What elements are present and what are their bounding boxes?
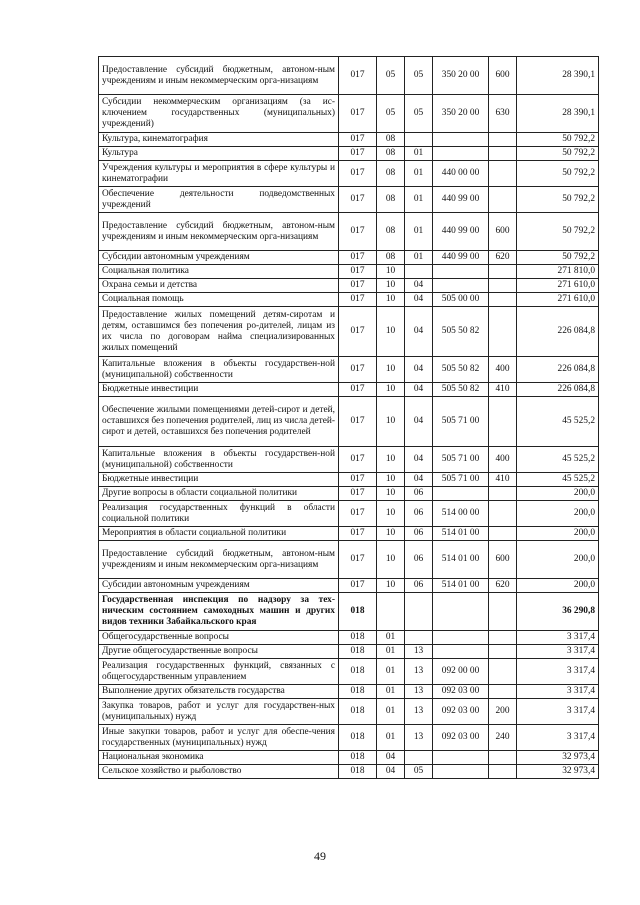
cell-pr: 13 bbox=[405, 645, 433, 659]
cell-name: Закупка товаров, работ и услуг для государствен-ных (муниципальных) нужд bbox=[99, 699, 339, 725]
cell-rz: 08 bbox=[377, 147, 405, 161]
cell-rz: 10 bbox=[377, 527, 405, 541]
cell-pr: 04 bbox=[405, 357, 433, 383]
cell-rz: 08 bbox=[377, 187, 405, 213]
cell-name: Капитальные вложения в объекты государствен-ной (муниципальной) собственности bbox=[99, 447, 339, 473]
cell-vr bbox=[489, 279, 517, 293]
cell-name: Общегосударственные вопросы bbox=[99, 631, 339, 645]
cell-name: Социальная помощь bbox=[99, 293, 339, 307]
table-row bbox=[99, 447, 599, 473]
cell-vr bbox=[489, 307, 517, 357]
cell-name: Субсидии автономным учреждениям bbox=[99, 251, 339, 265]
cell-sum: 200,0 bbox=[517, 541, 599, 579]
cell-ved: 017 bbox=[339, 501, 377, 527]
cell-pr: 06 bbox=[405, 527, 433, 541]
cell-name: Предоставление жилых помещений детям-сиротам и детям, оставшимся без попечения ро-дителей, лицам из их числа по договорам найма специализированных жилых помещений bbox=[99, 307, 339, 357]
cell-sum: 45 525,2 bbox=[517, 397, 599, 447]
cell-ved: 018 bbox=[339, 751, 377, 765]
cell-name: Реализация государственных функций, связанных с общегосударственным управлением bbox=[99, 659, 339, 685]
cell-vr bbox=[489, 133, 517, 147]
cell-sum: 50 792,2 bbox=[517, 133, 599, 147]
cell-sum: 32 973,4 bbox=[517, 765, 599, 779]
cell-rz: 08 bbox=[377, 133, 405, 147]
table-row bbox=[99, 527, 599, 541]
cell-csr bbox=[433, 765, 489, 779]
cell-sum: 200,0 bbox=[517, 487, 599, 501]
cell-sum: 200,0 bbox=[517, 579, 599, 593]
table-row bbox=[99, 487, 599, 501]
table-row bbox=[99, 685, 599, 699]
cell-sum: 3 317,4 bbox=[517, 645, 599, 659]
cell-ved: 017 bbox=[339, 147, 377, 161]
cell-ved: 017 bbox=[339, 307, 377, 357]
cell-pr: 04 bbox=[405, 473, 433, 487]
cell-vr: 410 bbox=[489, 473, 517, 487]
cell-vr bbox=[489, 765, 517, 779]
cell-rz: 10 bbox=[377, 307, 405, 357]
cell-name: Культура, кинематография bbox=[99, 133, 339, 147]
cell-ved: 018 bbox=[339, 685, 377, 699]
cell-sum: 50 792,2 bbox=[517, 147, 599, 161]
cell-vr: 630 bbox=[489, 95, 517, 133]
cell-vr: 400 bbox=[489, 447, 517, 473]
cell-name: Национальная экономика bbox=[99, 751, 339, 765]
cell-name: Другие общегосударственные вопросы bbox=[99, 645, 339, 659]
table-row bbox=[99, 265, 599, 279]
cell-vr bbox=[489, 751, 517, 765]
cell-csr: 440 99 00 bbox=[433, 213, 489, 251]
cell-name: Бюджетные инвестиции bbox=[99, 473, 339, 487]
table-row bbox=[99, 501, 599, 527]
cell-pr: 13 bbox=[405, 685, 433, 699]
cell-sum: 3 317,4 bbox=[517, 631, 599, 645]
cell-pr: 06 bbox=[405, 501, 433, 527]
cell-csr: 505 50 82 bbox=[433, 383, 489, 397]
cell-pr: 05 bbox=[405, 95, 433, 133]
cell-ved: 017 bbox=[339, 541, 377, 579]
cell-ved: 017 bbox=[339, 95, 377, 133]
cell-ved: 017 bbox=[339, 57, 377, 95]
cell-sum: 50 792,2 bbox=[517, 213, 599, 251]
cell-sum: 45 525,2 bbox=[517, 447, 599, 473]
table-row bbox=[99, 187, 599, 213]
cell-rz: 10 bbox=[377, 579, 405, 593]
cell-ved: 017 bbox=[339, 251, 377, 265]
cell-csr: 514 01 00 bbox=[433, 527, 489, 541]
cell-csr bbox=[433, 133, 489, 147]
cell-rz: 10 bbox=[377, 473, 405, 487]
cell-pr: 04 bbox=[405, 279, 433, 293]
table-row bbox=[99, 357, 599, 383]
cell-name: Обеспечение жилыми помещениями детей-сирот и детей, оставшихся без попечения родителей, лиц из числа детей-сирот и детей, оставшихся без попечения родителей bbox=[99, 397, 339, 447]
cell-name: Социальная политика bbox=[99, 265, 339, 279]
cell-vr: 600 bbox=[489, 213, 517, 251]
cell-csr: 092 00 00 bbox=[433, 659, 489, 685]
cell-csr bbox=[433, 631, 489, 645]
cell-name: Охрана семьи и детства bbox=[99, 279, 339, 293]
cell-ved: 017 bbox=[339, 473, 377, 487]
cell-sum: 32 973,4 bbox=[517, 751, 599, 765]
cell-vr bbox=[489, 293, 517, 307]
cell-pr bbox=[405, 593, 433, 631]
cell-csr: 505 71 00 bbox=[433, 397, 489, 447]
cell-vr bbox=[489, 397, 517, 447]
table-row bbox=[99, 765, 599, 779]
cell-pr: 05 bbox=[405, 57, 433, 95]
cell-vr bbox=[489, 685, 517, 699]
cell-csr: 505 00 00 bbox=[433, 293, 489, 307]
cell-name: Другие вопросы в области социальной политики bbox=[99, 487, 339, 501]
cell-vr: 400 bbox=[489, 357, 517, 383]
cell-sum: 50 792,2 bbox=[517, 251, 599, 265]
table-row bbox=[99, 659, 599, 685]
cell-rz: 10 bbox=[377, 501, 405, 527]
cell-pr: 06 bbox=[405, 487, 433, 501]
cell-csr: 514 01 00 bbox=[433, 579, 489, 593]
cell-vr bbox=[489, 593, 517, 631]
table-row bbox=[99, 725, 599, 751]
cell-pr bbox=[405, 631, 433, 645]
cell-vr: 200 bbox=[489, 699, 517, 725]
cell-pr: 01 bbox=[405, 147, 433, 161]
cell-pr bbox=[405, 751, 433, 765]
cell-pr: 05 bbox=[405, 765, 433, 779]
cell-pr bbox=[405, 265, 433, 279]
cell-ved: 017 bbox=[339, 187, 377, 213]
cell-sum: 3 317,4 bbox=[517, 699, 599, 725]
cell-sum: 271 610,0 bbox=[517, 293, 599, 307]
table-row bbox=[99, 133, 599, 147]
cell-vr: 620 bbox=[489, 251, 517, 265]
cell-pr: 04 bbox=[405, 293, 433, 307]
cell-pr: 01 bbox=[405, 251, 433, 265]
cell-ved: 018 bbox=[339, 725, 377, 751]
cell-pr: 01 bbox=[405, 161, 433, 187]
cell-vr bbox=[489, 631, 517, 645]
cell-ved: 018 bbox=[339, 659, 377, 685]
cell-rz: 10 bbox=[377, 265, 405, 279]
cell-pr: 13 bbox=[405, 725, 433, 751]
cell-name: Иные закупки товаров, работ и услуг для обеспе-чения государственных (муниципальных) нужд bbox=[99, 725, 339, 751]
cell-pr: 04 bbox=[405, 397, 433, 447]
cell-ved: 017 bbox=[339, 383, 377, 397]
cell-vr bbox=[489, 527, 517, 541]
cell-ved: 017 bbox=[339, 213, 377, 251]
cell-csr: 505 50 82 bbox=[433, 307, 489, 357]
cell-sum: 271 610,0 bbox=[517, 279, 599, 293]
cell-rz: 04 bbox=[377, 765, 405, 779]
table-row bbox=[99, 95, 599, 133]
cell-ved: 017 bbox=[339, 527, 377, 541]
cell-pr: 01 bbox=[405, 213, 433, 251]
cell-vr bbox=[489, 187, 517, 213]
cell-sum: 200,0 bbox=[517, 527, 599, 541]
cell-vr bbox=[489, 645, 517, 659]
cell-csr bbox=[433, 147, 489, 161]
table-row bbox=[99, 593, 599, 631]
cell-csr bbox=[433, 487, 489, 501]
cell-ved: 017 bbox=[339, 265, 377, 279]
cell-ved: 018 bbox=[339, 593, 377, 631]
table-row bbox=[99, 161, 599, 187]
cell-ved: 018 bbox=[339, 631, 377, 645]
cell-sum: 3 317,4 bbox=[517, 685, 599, 699]
cell-name: Учреждения культуры и мероприятия в сфере культуры и кинематографии bbox=[99, 161, 339, 187]
cell-sum: 36 290,8 bbox=[517, 593, 599, 631]
table-row bbox=[99, 541, 599, 579]
table-row bbox=[99, 279, 599, 293]
cell-vr: 600 bbox=[489, 541, 517, 579]
cell-ved: 017 bbox=[339, 279, 377, 293]
cell-csr bbox=[433, 265, 489, 279]
cell-rz: 10 bbox=[377, 357, 405, 383]
cell-ved: 017 bbox=[339, 487, 377, 501]
cell-csr: 092 03 00 bbox=[433, 699, 489, 725]
cell-sum: 45 525,2 bbox=[517, 473, 599, 487]
cell-sum: 28 390,1 bbox=[517, 57, 599, 95]
cell-name: Предоставление субсидий бюджетным, автоном-ным учреждениям и иным некоммерческим орга-низациям bbox=[99, 541, 339, 579]
table-row bbox=[99, 251, 599, 265]
cell-csr bbox=[433, 279, 489, 293]
cell-name: Обеспечение деятельности подведомственных учреждений bbox=[99, 187, 339, 213]
cell-vr bbox=[489, 659, 517, 685]
cell-pr: 06 bbox=[405, 579, 433, 593]
cell-pr: 01 bbox=[405, 187, 433, 213]
cell-pr: 04 bbox=[405, 447, 433, 473]
table-row bbox=[99, 293, 599, 307]
table-row bbox=[99, 213, 599, 251]
cell-pr: 04 bbox=[405, 307, 433, 357]
cell-rz: 01 bbox=[377, 725, 405, 751]
cell-pr: 13 bbox=[405, 699, 433, 725]
cell-sum: 50 792,2 bbox=[517, 161, 599, 187]
cell-csr: 505 71 00 bbox=[433, 447, 489, 473]
cell-sum: 200,0 bbox=[517, 501, 599, 527]
cell-rz: 04 bbox=[377, 751, 405, 765]
cell-vr: 620 bbox=[489, 579, 517, 593]
cell-ved: 017 bbox=[339, 579, 377, 593]
cell-ved: 017 bbox=[339, 447, 377, 473]
cell-vr bbox=[489, 161, 517, 187]
cell-ved: 018 bbox=[339, 699, 377, 725]
cell-rz: 08 bbox=[377, 251, 405, 265]
cell-rz: 05 bbox=[377, 57, 405, 95]
cell-vr bbox=[489, 487, 517, 501]
cell-rz: 01 bbox=[377, 685, 405, 699]
table-row bbox=[99, 383, 599, 397]
table-row bbox=[99, 579, 599, 593]
cell-vr bbox=[489, 501, 517, 527]
cell-sum: 226 084,8 bbox=[517, 383, 599, 397]
cell-name: Предоставление субсидий бюджетным, автоном-ным учреждениям и иным некоммерческим орга-низациям bbox=[99, 57, 339, 95]
cell-pr bbox=[405, 133, 433, 147]
cell-ved: 017 bbox=[339, 133, 377, 147]
cell-pr: 13 bbox=[405, 659, 433, 685]
cell-name: Капитальные вложения в объекты государствен-ной (муниципальной) собственности bbox=[99, 357, 339, 383]
cell-rz: 05 bbox=[377, 95, 405, 133]
cell-sum: 3 317,4 bbox=[517, 659, 599, 685]
cell-rz: 10 bbox=[377, 279, 405, 293]
cell-csr: 440 99 00 bbox=[433, 187, 489, 213]
cell-ved: 017 bbox=[339, 357, 377, 383]
cell-rz: 08 bbox=[377, 213, 405, 251]
cell-sum: 28 390,1 bbox=[517, 95, 599, 133]
table-row bbox=[99, 57, 599, 95]
cell-vr: 410 bbox=[489, 383, 517, 397]
cell-rz: 10 bbox=[377, 397, 405, 447]
cell-csr: 440 00 00 bbox=[433, 161, 489, 187]
table-row bbox=[99, 307, 599, 357]
table-row bbox=[99, 631, 599, 645]
cell-csr: 092 03 00 bbox=[433, 725, 489, 751]
cell-name: Мероприятия в области социальной политики bbox=[99, 527, 339, 541]
cell-csr bbox=[433, 593, 489, 631]
cell-csr: 092 03 00 bbox=[433, 685, 489, 699]
cell-sum: 226 084,8 bbox=[517, 307, 599, 357]
cell-name: Реализация государственных функций в области социальной политики bbox=[99, 501, 339, 527]
cell-sum: 50 792,2 bbox=[517, 187, 599, 213]
cell-csr: 514 00 00 bbox=[433, 501, 489, 527]
cell-csr: 514 01 00 bbox=[433, 541, 489, 579]
cell-pr: 04 bbox=[405, 383, 433, 397]
cell-name: Субсидии некоммерческим организациям (за ис-ключением государственных (муниципальных) учреждений) bbox=[99, 95, 339, 133]
cell-vr bbox=[489, 265, 517, 279]
cell-sum: 3 317,4 bbox=[517, 725, 599, 751]
cell-rz: 10 bbox=[377, 293, 405, 307]
cell-rz: 08 bbox=[377, 161, 405, 187]
table-row bbox=[99, 473, 599, 487]
cell-name: Государственная инспекция по надзору за тех-ническим состоянием самоходных машин и других видов техники Забайкальского края bbox=[99, 593, 339, 631]
cell-csr: 505 71 00 bbox=[433, 473, 489, 487]
cell-name: Бюджетные инвестиции bbox=[99, 383, 339, 397]
cell-rz: 01 bbox=[377, 631, 405, 645]
table-row bbox=[99, 699, 599, 725]
budget-table bbox=[98, 56, 599, 779]
page-number: 49 bbox=[314, 849, 326, 863]
cell-ved: 018 bbox=[339, 645, 377, 659]
cell-name: Культура bbox=[99, 147, 339, 161]
cell-vr bbox=[489, 147, 517, 161]
budget-table-body bbox=[99, 57, 599, 779]
table-row bbox=[99, 397, 599, 447]
table-row bbox=[99, 751, 599, 765]
cell-rz: 10 bbox=[377, 487, 405, 501]
table-row bbox=[99, 645, 599, 659]
cell-pr: 06 bbox=[405, 541, 433, 579]
cell-sum: 226 084,8 bbox=[517, 357, 599, 383]
cell-rz: 01 bbox=[377, 699, 405, 725]
cell-rz: 10 bbox=[377, 541, 405, 579]
table-row bbox=[99, 147, 599, 161]
cell-ved: 017 bbox=[339, 397, 377, 447]
cell-vr: 600 bbox=[489, 57, 517, 95]
cell-sum: 271 810,0 bbox=[517, 265, 599, 279]
cell-vr: 240 bbox=[489, 725, 517, 751]
cell-name: Сельское хозяйство и рыболовство bbox=[99, 765, 339, 779]
cell-csr: 350 20 00 bbox=[433, 95, 489, 133]
cell-csr: 505 50 82 bbox=[433, 357, 489, 383]
cell-csr bbox=[433, 751, 489, 765]
cell-csr: 350 20 00 bbox=[433, 57, 489, 95]
cell-rz: 01 bbox=[377, 645, 405, 659]
cell-ved: 017 bbox=[339, 161, 377, 187]
cell-rz: 01 bbox=[377, 659, 405, 685]
cell-csr: 440 99 00 bbox=[433, 251, 489, 265]
cell-ved: 017 bbox=[339, 293, 377, 307]
cell-ved: 018 bbox=[339, 765, 377, 779]
cell-rz: 10 bbox=[377, 383, 405, 397]
cell-rz bbox=[377, 593, 405, 631]
cell-name: Субсидии автономным учреждениям bbox=[99, 579, 339, 593]
cell-name: Предоставление субсидий бюджетным, автоном-ным учреждениям и иным некоммерческим орга-низациям bbox=[99, 213, 339, 251]
cell-name: Выполнение других обязательств государства bbox=[99, 685, 339, 699]
cell-rz: 10 bbox=[377, 447, 405, 473]
cell-csr bbox=[433, 645, 489, 659]
